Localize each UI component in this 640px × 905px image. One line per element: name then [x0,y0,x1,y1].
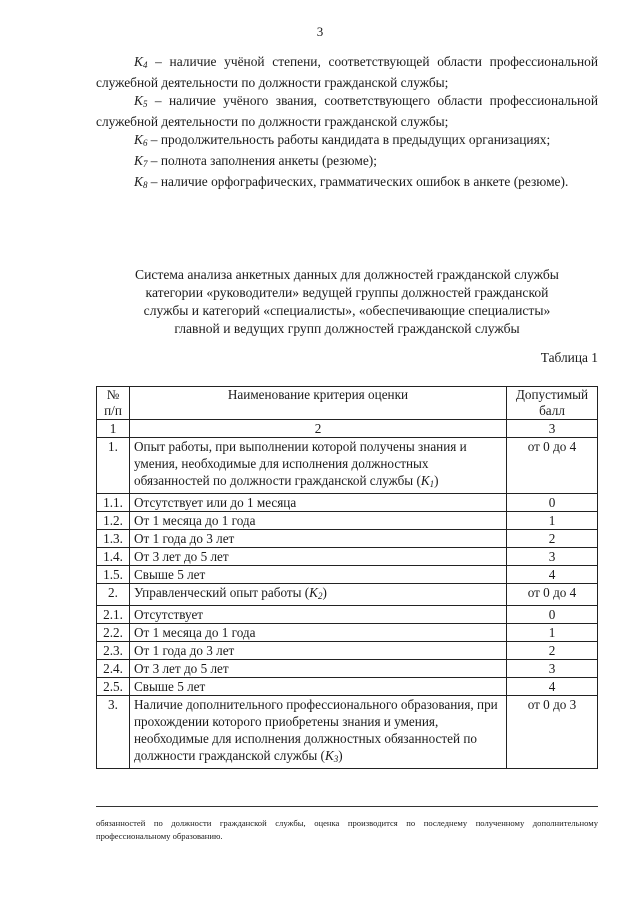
table-row [97,642,598,660]
row-criterion [130,566,507,584]
table-row [97,678,598,696]
table-label: Таблица 1 [540,350,598,365]
heading-line: службы и категорий «специалисты», «обеспечивающие специалисты» [143,303,551,318]
row-criterion [130,660,507,678]
row-criterion-text: От 1 месяца до 1 года [134,625,256,640]
row-score: 0 [507,606,598,624]
table-row [97,566,598,584]
row-number: 2.1. [97,606,130,624]
table-row [97,696,598,769]
heading-line: категории «руководители» ведущей группы должностей гражданской [145,285,549,300]
criterion-symbol: K [134,93,143,108]
footnote-separator [96,806,598,807]
row-criterion-tail: ) [322,585,327,600]
row-criterion-text: От 3 лет до 5 лет [134,661,229,676]
header-num: № п/п [97,387,130,420]
row-criterion-text: От 1 месяца до 1 года [134,513,256,528]
row-criterion [130,512,507,530]
row-criterion-symbol: K [420,473,430,488]
row-criterion [130,584,507,606]
row-score: 4 [507,678,598,696]
row-number: 2.2. [97,624,130,642]
criterion-text: – наличие учёной степени, соответствующей области профессиональной служебной деятельности по должности гражданской службы; [96,54,598,90]
row-number: 1. [97,438,130,494]
table-row [97,512,598,530]
row-score: 2 [507,530,598,548]
table-row [97,530,598,548]
row-criterion-text: От 1 года до 3 лет [134,531,235,546]
row-criterion [130,696,507,769]
row-criterion-subscript: 2 [317,591,323,601]
row-criterion-symbol: K [309,585,318,600]
row-score: 1 [507,512,598,530]
table-row [97,660,598,678]
row-score: от 0 до 3 [507,696,598,769]
footnote: обязанностей по должности гражданской службы, оценка производится по последнему полученному дополнительному профессиональному образованию. [96,818,598,841]
row-criterion-subscript: 1 [429,479,435,489]
row-criterion-text: Наличие дополнительного профессионального образования, при прохождении которого приобретены знания и умения, необходимые для исполнения должностных обязанностей по должности гражданской службы ( [134,697,498,763]
row-score: 2 [507,642,598,660]
criterion-symbol: K [134,174,143,189]
row-criterion [130,530,507,548]
row-number: 1.5. [97,566,130,584]
row-score: 0 [507,494,598,512]
row-criterion [130,642,507,660]
table-body [97,438,598,769]
criterion-subscript: 4 [142,60,148,70]
table-row [97,624,598,642]
row-number: 1.1. [97,494,130,512]
row-criterion-text: Управленческий опыт работы ( [134,585,310,600]
criteria-table [96,386,598,769]
table-header-row [97,387,598,420]
row-criterion-text: От 3 лет до 5 лет [134,549,229,564]
row-criterion [130,678,507,696]
table-column-numbers-row [97,420,598,438]
criterion-k7 [96,152,598,173]
column-number: 2 [130,420,507,438]
header-name: Наименование критерия оценки [130,387,507,420]
page-number: 3 [316,24,324,39]
table-row [97,494,598,512]
row-criterion [130,548,507,566]
criterion-text: – наличие учёного звания, соответствующего области профессиональной служебной деятельности по должности гражданской службы; [96,93,598,129]
row-score: 3 [507,660,598,678]
row-number: 2.3. [97,642,130,660]
row-criterion-subscript: 3 [333,754,339,764]
criteria-list [96,53,598,194]
row-criterion [130,494,507,512]
section-heading [96,266,598,338]
row-criterion-tail: ) [338,748,343,763]
row-number: 2. [97,584,130,606]
heading-line: Система анализа анкетных данных для должностей гражданской службы [135,267,559,282]
criterion-subscript: 6 [142,138,148,148]
criterion-subscript: 8 [142,180,148,190]
row-number: 2.5. [97,678,130,696]
criterion-k5 [96,92,598,131]
row-criterion-text: От 1 года до 3 лет [134,643,235,658]
row-criterion-text: Свыше 5 лет [134,567,206,582]
table-row [97,606,598,624]
table-row [97,584,598,606]
criterion-subscript: 7 [142,159,148,169]
row-score: от 0 до 4 [507,584,598,606]
column-number: 3 [507,420,598,438]
criterion-subscript: 5 [142,99,148,109]
row-number: 1.3. [97,530,130,548]
criterion-k8 [96,173,598,194]
criterion-k4 [96,53,598,92]
criterion-symbol: K [134,132,143,147]
row-criterion-text: Свыше 5 лет [134,679,206,694]
table-row [97,548,598,566]
row-score: 4 [507,566,598,584]
row-criterion [130,606,507,624]
row-score: 3 [507,548,598,566]
row-criterion-text: Отсутствует или до 1 месяца [134,495,297,510]
row-number: 1.2. [97,512,130,530]
criterion-symbol: K [134,153,143,168]
row-criterion-symbol: K [324,748,334,763]
criterion-text: – полнота заполнения анкеты (резюме); [147,153,377,168]
row-criterion-tail: ) [434,473,439,488]
criterion-k6 [96,131,598,152]
column-number: 1 [97,420,130,438]
row-number: 3. [97,696,130,769]
row-score: от 0 до 4 [507,438,598,494]
row-criterion [130,438,507,494]
row-score: 1 [507,624,598,642]
criterion-symbol: K [134,54,143,69]
criterion-text: – продолжительность работы кандидата в предыдущих организациях; [147,132,551,147]
table-row [97,438,598,494]
row-number: 1.4. [97,548,130,566]
row-criterion-text: Опыт работы, при выполнении которой получены знания и умения, необходимые для исполнения должностных обязанностей по должности гражданской службы ( [134,439,467,488]
row-number: 2.4. [97,660,130,678]
row-criterion [130,624,507,642]
criterion-text: – наличие орфографических, грамматических ошибок в анкете (резюме). [147,174,569,189]
row-criterion-text: Отсутствует [134,607,204,622]
heading-line: главной и ведущих групп должностей гражданской службы [174,321,520,336]
header-score: Допустимый балл [507,387,598,420]
